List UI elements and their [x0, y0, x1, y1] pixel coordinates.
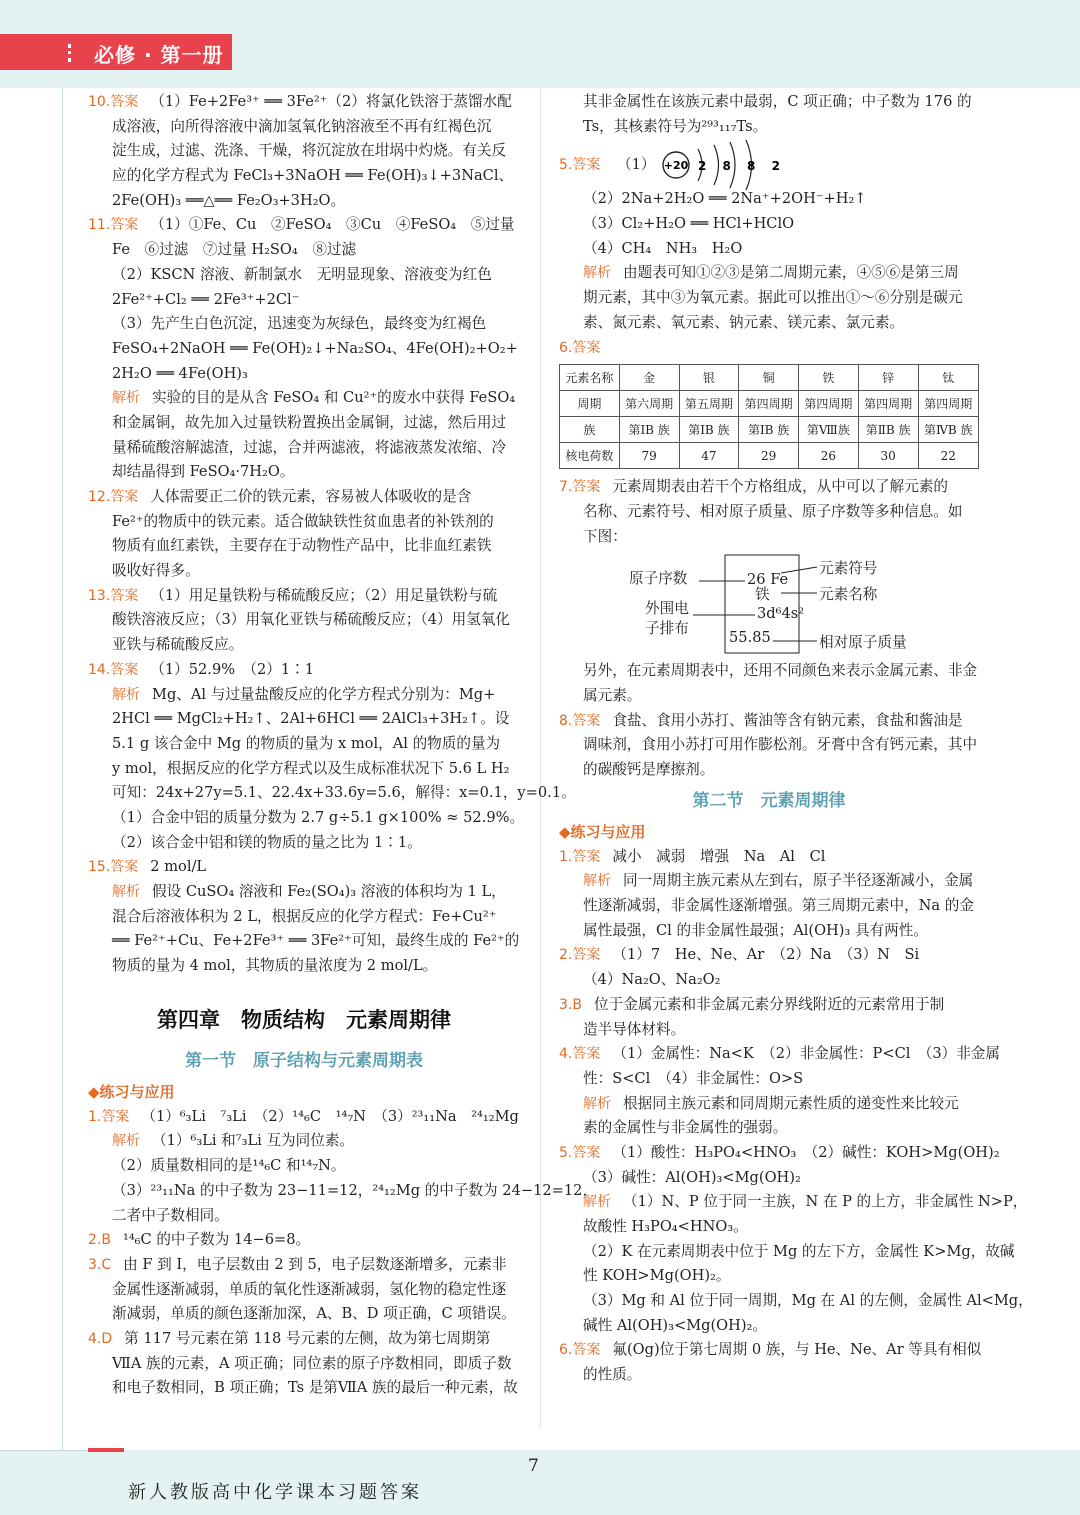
table-cell: 铜 [739, 365, 799, 391]
text-line: 渐减弱，单质的颜色逐渐加深，A、B、D 项正确，C 项错误。 [112, 1305, 516, 1323]
explanation-label: 解析 [583, 1095, 611, 1112]
text-line [88, 584, 520, 609]
text-line: （4）Na₂O、Na₂O₂ [583, 971, 721, 989]
text-line: 2Fe(OH)₃ ══△══ Fe₂O₃+3H₂O。 [112, 191, 346, 209]
tab-decoration [68, 44, 86, 62]
answer-text: 人体需要正二价的铁元素，容易被人体吸收的是含 [150, 488, 472, 505]
answer-text: 位于金属元素和非金属元素分界线附近的元素常用于制 [593, 995, 945, 1013]
chapter-title: 第四章 物质结构 元素周期律 [157, 1007, 451, 1032]
table-cell: 元素名称 [560, 365, 620, 391]
answer-label: 11.答案 [88, 217, 139, 234]
book-title: 新人教版高中化学课本习题答案 [128, 1482, 422, 1503]
text-line: 亚铁与稀硫酸反应。 [112, 636, 244, 654]
text-line [559, 993, 979, 1018]
text-line: 期元素，其中③为氧元素。据此可以推出①～⑥分别是碳元 [583, 289, 963, 307]
explanation-label: 解析 [583, 873, 611, 890]
text-line: FeSO₄+2NaOH ══ Fe(OH)₂↓+Na₂SO₄、4Fe(OH)₂+O₂+ [112, 339, 518, 357]
table-cell: 金 [619, 365, 679, 391]
text-line: 性逐渐减弱，非金属性逐渐增强。第三周期元素中，Na 的金 [583, 897, 974, 915]
column-divider [540, 88, 541, 1428]
answer-label: 10.答案 [88, 94, 139, 110]
valence-config-label-2: 子排布 [645, 620, 689, 638]
answer-label: 1.答案 [559, 848, 601, 865]
spacer [88, 979, 520, 997]
answer-text: 氟(Og)位于第七周期 0 族，与 He、Ne、Ar 等具有相似 [612, 1341, 982, 1359]
answer-text: （1）⁶₃Li ⁷₃Li （2）¹⁴₆C ¹⁴₇N （3）²³₁₁Na ²⁴₁₂Mg [141, 1107, 519, 1125]
table-cell: 第四周期 [858, 391, 918, 417]
text-line: 应的化学方程式为 FeCl₃+3NaOH ══ Fe(OH)₃↓+3NaCl、 [112, 167, 514, 185]
text-line: Ts，其核素符号为²⁹³₁₁₇Ts。 [583, 117, 768, 135]
text-line: 酸铁溶液反应；（3）用氧化亚铁与稀硫酸反应；（4）用氢氧化 [112, 611, 511, 629]
text-line [88, 855, 520, 880]
text-line [559, 1042, 1000, 1067]
answer-label: 6.答案 [559, 339, 601, 356]
answer-text: 2 mol/L [150, 858, 207, 876]
text-line: 和电子数相同，B 项正确；Ts 是第ⅦA 族的最后一种元素，故 [112, 1379, 518, 1397]
text-line: 成溶液，向所得溶液中滴加氢氧化钠溶液至不再有红褐色沉 [112, 117, 492, 135]
text-line [559, 709, 979, 734]
subsection-title: ◆练习与应用 [559, 822, 646, 841]
atomic-number-label: 原子序数 [629, 570, 688, 588]
text-line: （3）碱性：Al(OH)₃<Mg(OH)₂ [583, 1168, 801, 1186]
answer-text: 实验的目的是从含 FeSO₄ 和 Cu²⁺的废水中获得 FeSO₄ [152, 389, 516, 407]
footer-line [0, 1450, 88, 1451]
answer-text: （1）N、P 位于同一主族，N 在 P 的上方，非金属性 N>P， [623, 1193, 1028, 1211]
answer-label: 4.答案 [559, 1046, 601, 1063]
explanation-label: 解析 [583, 265, 611, 282]
text-line: （3）²³₁₁Na 的中子数为 23−11=12，²⁴₁₂Mg 的中子数为 24−12=12， [112, 1181, 598, 1199]
answer-text: （1）①Fe、Cu ②FeSO₄ ③Cu ④FeSO₄ ⑤过量 [150, 216, 515, 234]
text-line [559, 869, 979, 894]
text-line [559, 1190, 1028, 1215]
answer-label: 7.答案 [559, 479, 601, 496]
symbol-label: 元素符号 [819, 560, 878, 578]
footer-accent [88, 1448, 124, 1452]
answer-text: 食盐、食用小苏打、酱油等含有钠元素，食盐和酱油是 [612, 711, 963, 729]
table-cell: 30 [858, 443, 918, 469]
table-cell: 钛 [918, 365, 979, 391]
text-line: 的碳酸钙是摩擦剂。 [583, 761, 715, 778]
answer-label: 12.答案 [88, 489, 139, 505]
text-line: 二者中子数相同。 [112, 1206, 229, 1224]
periodic-cell-diagram [559, 553, 979, 655]
answer-text: 根据同主族元素和同周期元素性质的递变性来比较元 [623, 1094, 959, 1112]
table-cell: 铁 [799, 365, 859, 391]
text-line: 和金属铜，故先加入过量铁粉置换出金属铜，过滤，然后用过 [112, 413, 507, 431]
text-line: （2）该合金中铝和镁的物质的量之比为 1∶1。 [112, 833, 422, 851]
mass-label: 相对原子质量 [819, 634, 907, 652]
table-cell: 第四周期 [799, 391, 859, 417]
answer-text: 假设 CuSO₄ 溶液和 Fe₂(SO₄)₃ 溶液的体积均为 1 L， [152, 883, 506, 900]
answer-5-row [559, 139, 979, 187]
answer-text: （1）52.9% （2）1∶1 [150, 660, 315, 678]
table-cell: 47 [679, 443, 739, 469]
table-cell: 79 [619, 443, 679, 469]
answer-text: 元素周期表由若干个方格组成，从中可以了解元素的 [612, 478, 949, 496]
text-line: ══ Fe²⁺+Cu、Fe+2Fe³⁺ ══ 3Fe²⁺可知，最终生成的 Fe²⁺的 [112, 932, 520, 950]
text-line: 可知：24x+27y=5.1、22.4x+33.6y=5.6，解得：x=0.1，y=0.1。 [112, 784, 576, 802]
text-line: 另外，在元素周期表中，还用不同颜色来表示金属元素、非金 [583, 662, 978, 680]
text-line: （3）Mg 和 Al 位于同一周期，Mg 在 Al 的左侧，金属性 Al<Mg， [583, 1292, 1033, 1310]
text-line [559, 845, 979, 870]
table-cell: 26 [799, 443, 859, 469]
text-line [88, 658, 520, 683]
answer-label: 3.B [559, 996, 582, 1013]
text-line: 名称、元素符号、相对原子质量、原子序数等多种信息。如 [583, 502, 963, 520]
text-line: 其非金属性在该族元素中最弱，C 项正确；中子数为 176 的 [583, 93, 972, 110]
text-line: （2）KSCN 溶液、新制氯水 无明显现象、溶液变为红色 [112, 265, 492, 283]
table-cell: 第ⅡB 族 [858, 417, 918, 443]
explanation-label: 解析 [112, 884, 140, 900]
table-cell: 第五周期 [679, 391, 739, 417]
text-line: 故酸性 H₃PO₄<HNO₃。 [583, 1218, 748, 1235]
answer-text: （1）酸性：H₃PO₄<HNO₃ （2）碱性：KOH>Mg(OH)₂ [612, 1143, 1000, 1161]
text-line [559, 1092, 979, 1117]
text-line: y mol，根据反应的化学方程式以及生成标准状况下 5.6 L H₂ [112, 759, 510, 777]
answer-label: 5.答案 [559, 157, 601, 174]
text-line: 性 KOH>Mg(OH)₂。 [583, 1267, 731, 1285]
atom-structure-diagram [660, 139, 787, 191]
text-line: 却结晶得到 FeSO₄·7H₂O。 [112, 463, 295, 481]
answer-label: 8.答案 [559, 712, 601, 729]
text-line [559, 336, 979, 361]
answer-label: 4.D [88, 1330, 113, 1347]
table-cell: 第ⅠB 族 [619, 417, 679, 443]
svg-text:2 8 8 2: 2 8 8 2 [698, 159, 787, 174]
table-cell: 银 [679, 365, 739, 391]
table-cell: 核电荷数 [560, 443, 620, 469]
text-line [88, 1105, 520, 1130]
answer-label: 2.答案 [559, 947, 601, 964]
text-line: （4）CH₄ NH₃ H₂O [583, 239, 743, 257]
table-cell: 锌 [858, 365, 918, 391]
text-line: （2）2Na+2H₂O ══ 2Na⁺+2OH⁻+H₂↑ [583, 190, 867, 208]
table-cell: 22 [918, 443, 979, 469]
text-line: 2Fe²⁺+Cl₂ ══ 2Fe³⁺+2Cl⁻ [112, 290, 300, 308]
right-column [559, 90, 1033, 1388]
text-line: 素的金属性与非金属性的强弱。 [583, 1119, 788, 1137]
table-cell: 第ⅠB 族 [679, 417, 739, 443]
answer-label: 1.答案 [88, 1108, 130, 1125]
explanation-label: 解析 [112, 1133, 140, 1150]
text-line: 碱性 Al(OH)₃<Mg(OH)₂。 [583, 1316, 767, 1334]
explanation-label: 解析 [583, 1194, 611, 1211]
page-number: 7 [528, 1456, 539, 1476]
svg-text:+20: +20 [663, 159, 689, 173]
text-line: 造半导体材料。 [583, 1020, 686, 1038]
text-line [88, 485, 520, 510]
answer-text: （1）用足量铁粉与稀硫酸反应；（2）用足量铁粉与硫 [150, 586, 498, 604]
text-line: 2HCl ══ MgCl₂+H₂↑、2Al+6HCl ══ 2AlCl₃+3H₂↑。设 [112, 710, 510, 728]
text-line: Fe ⑥过滤 ⑦过量 H₂SO₄ ⑧过滤 [112, 241, 357, 259]
answer-text: 由 F 到 I，电子层数由 2 到 5，电子层数逐渐增多，元素非 [123, 1255, 507, 1273]
text-line [559, 943, 979, 968]
table-cell: 族 [560, 417, 620, 443]
answer-text: （1） [617, 156, 656, 174]
text-line: 性：S<Cl （4）非金属性：O>S [583, 1069, 804, 1087]
answer-text: （1）⁶₃Li 和⁷₃Li 互为同位素。 [152, 1132, 355, 1150]
cell-mass: 55.85 [729, 629, 771, 647]
answer-text: Mg、Al 与过量盐酸反应的化学方程式分别为：Mg+ [152, 685, 496, 703]
text-line: （3）先产生白色沉淀，迅速变为灰绿色，最终变为红褐色 [112, 315, 487, 333]
table-cell: 29 [739, 443, 799, 469]
text-line: 淀生成，过滤、洗涤、干燥，将沉淀放在坩埚中灼烧。有关反 [112, 142, 507, 160]
text-line: 金属性逐渐减弱，单质的氧化性逐渐减弱，氢化物的稳定性逐 [112, 1280, 507, 1298]
text-line: 属性最强，Cl 的非金属性最强；Al(OH)₃ 具有两性。 [583, 921, 928, 939]
table-cell: 第ⅣB 族 [918, 417, 979, 443]
answer-label: 2.B [88, 1232, 111, 1249]
answer-label: 13.答案 [88, 587, 139, 604]
table-row [560, 417, 979, 443]
text-line: 调味剂，食用小苏打可用作膨松剂。牙膏中含有钙元素，其中 [583, 736, 978, 754]
text-line [88, 683, 520, 708]
text-line: 2H₂O ══ 4Fe(OH)₃ [112, 364, 248, 382]
answer-text: （1）Fe+2Fe³⁺ ══ 3Fe²⁺（2）将氯化铁溶于蒸馏水配 [150, 93, 512, 110]
answer-text: 由题表可知①②③是第二周期元素，④⑤⑥是第三周 [623, 264, 959, 282]
text-line [88, 1253, 520, 1278]
text-line: 物质有血红素铁，主要存在于动物性产品中，比非血红素铁 [112, 537, 492, 555]
answer-text: 减小 减弱 增强 Na Al Cl [612, 847, 826, 865]
text-line [559, 261, 979, 286]
text-line: Fe²⁺的物质中的铁元素。适合做缺铁性贫血患者的补铁剂的 [112, 512, 494, 530]
text-line: 吸收好得多。 [112, 562, 200, 580]
text-line [88, 1129, 520, 1154]
text-line: 下图： [583, 527, 627, 545]
answer-label: 14.答案 [88, 661, 139, 678]
section-title: 第二节 元素周期律 [692, 790, 846, 811]
table-cell: 第Ⅷ族 [799, 417, 859, 443]
text-line: 属元素。 [583, 686, 642, 704]
text-line: 量稀硫酸溶解滤渣，过滤，合并两滤液，将滤液蒸发浓缩、冷 [112, 438, 507, 456]
answer-text: 同一周期主族元素从左到右，原子半径逐渐减小，金属 [623, 872, 974, 890]
cell-element-name: 铁 [755, 586, 770, 604]
table-row [560, 391, 979, 417]
text-line [88, 880, 520, 905]
text-line [88, 213, 520, 238]
answer-label: 5.答案 [559, 1144, 601, 1161]
text-line: 5.1 g 该合金中 Mg 的物质的量为 x mol，Al 的物质的量为 [112, 734, 501, 752]
text-line [559, 475, 979, 500]
section-title: 第一节 原子结构与元素周期表 [185, 1050, 423, 1071]
book-tab: 必修 · 第一册 [0, 34, 232, 70]
text-line [559, 1141, 1000, 1166]
text-line [88, 1327, 520, 1352]
answer-text: （1）金属性：Na<K （2）非金属性：P<Cl （3）非金属 [612, 1045, 1000, 1063]
text-line: （1）合金中铝的质量分数为 2.7 g÷5.1 g×100% ≈ 52.9%。 [112, 808, 525, 826]
text-line: （2）质量数相同的是¹⁴₆C 和¹⁴₇N。 [112, 1157, 346, 1175]
table-cell: 周期 [560, 391, 620, 417]
answer-label: 6.答案 [559, 1342, 601, 1359]
answer-text: （1）7 He、Ne、Ar （2）Na （3）N Si [612, 946, 920, 964]
text-line [88, 1228, 520, 1253]
text-line [88, 90, 520, 115]
table-row [560, 443, 979, 469]
text-line [88, 386, 520, 411]
table-row [560, 365, 979, 391]
table-cell: 第ⅠB 族 [739, 417, 799, 443]
answer-text: 第 117 号元素在第 118 号元素的左侧，故为第七周期第 [124, 1329, 491, 1347]
cell-config: 3d⁶4s² [757, 605, 805, 623]
table-cell: 第六周期 [619, 391, 679, 417]
table-cell: 第四周期 [918, 391, 979, 417]
subsection-title: ◆练习与应用 [88, 1082, 175, 1101]
answer-text: ¹⁴₆C 的中子数为 14−6=8。 [122, 1231, 311, 1249]
text-line: 物质的量为 4 mol，其物质的量浓度为 2 mol/L。 [112, 957, 438, 975]
text-line: （2）K 在元素周期表中位于 Mg 的左下方，金属性 K>Mg，故碱 [583, 1242, 1015, 1260]
text-line: 混合后溶液体积为 2 L，根据反应的化学方程式：Fe+Cu²⁺ [112, 907, 497, 925]
text-line [559, 1338, 982, 1363]
valence-config-label: 外围电 [645, 600, 689, 618]
answer-label: 15.答案 [88, 859, 139, 876]
cell-number-symbol: 26 Fe [747, 571, 789, 589]
name-label: 元素名称 [819, 586, 878, 604]
text-line: ⅦA 族的元素，A 项正确；同位素的原子序数相同，即质子数 [112, 1354, 512, 1372]
table-cell: 第四周期 [739, 391, 799, 417]
text-line: （3）Cl₂+H₂O ══ HCl+HClO [583, 215, 795, 233]
explanation-label: 解析 [112, 686, 140, 703]
answer-label: 3.C [88, 1256, 112, 1273]
margin-line [62, 88, 63, 1450]
text-line: 素、氮元素、氧元素、钠元素、镁元素、氯元素。 [583, 313, 905, 331]
element-table [559, 364, 979, 469]
text-line: 的性质。 [583, 1366, 642, 1384]
explanation-label: 解析 [112, 390, 140, 407]
